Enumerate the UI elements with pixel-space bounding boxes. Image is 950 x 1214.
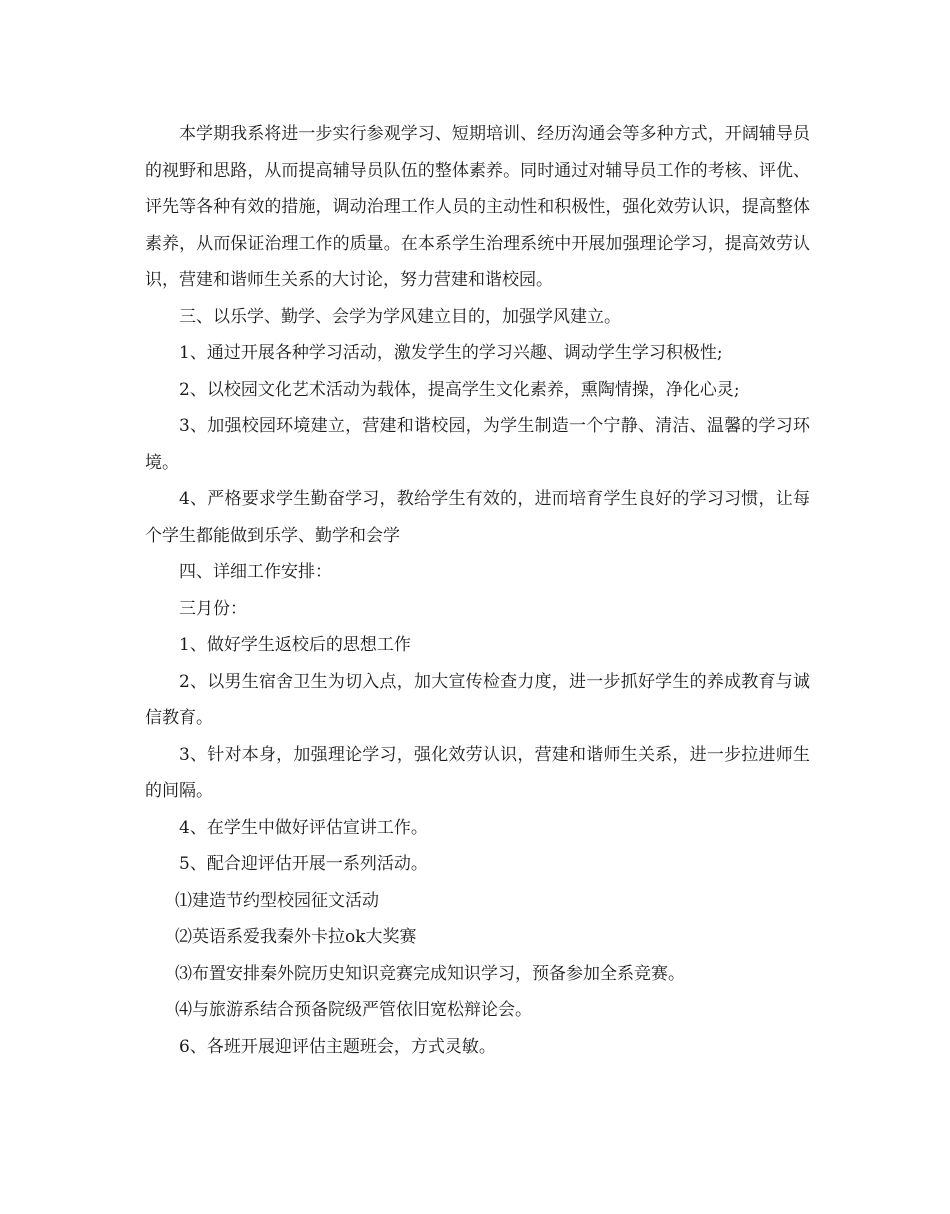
list-item: 2、以校园文化艺术活动为载体，提高学生文化素养，熏陶情操，净化心灵; bbox=[179, 379, 740, 400]
month-heading: 三月份： bbox=[179, 598, 247, 619]
sub-list-item: ⑶布置安排秦外院历史知识竞赛完成知识学习，预备参加全系竞赛。 bbox=[175, 963, 685, 984]
paragraph-intro: 本学期我系将进一步实行参观学习、短期培训、经历沟通会等多种方式，开阔辅导员的视野和思路，从而提高辅导员队伍的整体素养。同时通过对辅导员工作的考核、评优、评先等各种有效的措施，调动治理工作人员的主动性和积极性，强化效劳认识，提高整体素养，从而保证治理工作的质量。在本系学生治理系统中开展加强理论学习，提高效劳认识，营建和谐师生关系的大讨论，努力营建和谐校园。 bbox=[145, 124, 810, 290]
list-item: 3、加强校园环境建立，营建和谐校园，为学生制造一个宁静、清洁、温馨的学习环境。 bbox=[145, 416, 810, 473]
sub-list-item: ⑵英语系爱我秦外卡拉ok大奖赛 bbox=[175, 927, 417, 947]
section-heading-3: 三、以乐学、勤学、会学为学风建立目的，加强学风建立。 bbox=[179, 306, 621, 327]
list-item: 1、通过开展各种学习活动，激发学生的学习兴趣、调动学生学习积极性; bbox=[179, 343, 723, 363]
sub-list-item: ⑷与旅游系结合预备院级严管依旧宽松辩论会。 bbox=[175, 1000, 532, 1020]
list-item: 5、配合迎评估开展一系列活动。 bbox=[179, 854, 428, 874]
list-item: 4、严格要求学生勤奋学习，教给学生有效的，进而培育学生良好的学习习惯，让每个学生都能做到乐学、勤学和会学 bbox=[145, 489, 810, 546]
sub-list-item: ⑴建造节约型校园征文活动 bbox=[175, 890, 379, 911]
document-body bbox=[145, 116, 810, 1065]
list-item: 1、做好学生返校后的思想工作 bbox=[179, 635, 411, 655]
list-item: 2、以男生宿舍卫生为切入点，加大宣传检查力度，进一步抓好学生的养成教育与诚信教育。 bbox=[145, 671, 810, 728]
section-heading-4: 四、详细工作安排： bbox=[179, 562, 332, 582]
list-item: 6、各班开展迎评估主题班会，方式灵敏。 bbox=[179, 1036, 496, 1057]
list-item: 3、针对本身，加强理论学习，强化效劳认识，营建和谐师生关系，进一步拉进师生的间隔。 bbox=[145, 744, 810, 801]
list-item: 4、在学生中做好评估宣讲工作。 bbox=[179, 817, 428, 838]
